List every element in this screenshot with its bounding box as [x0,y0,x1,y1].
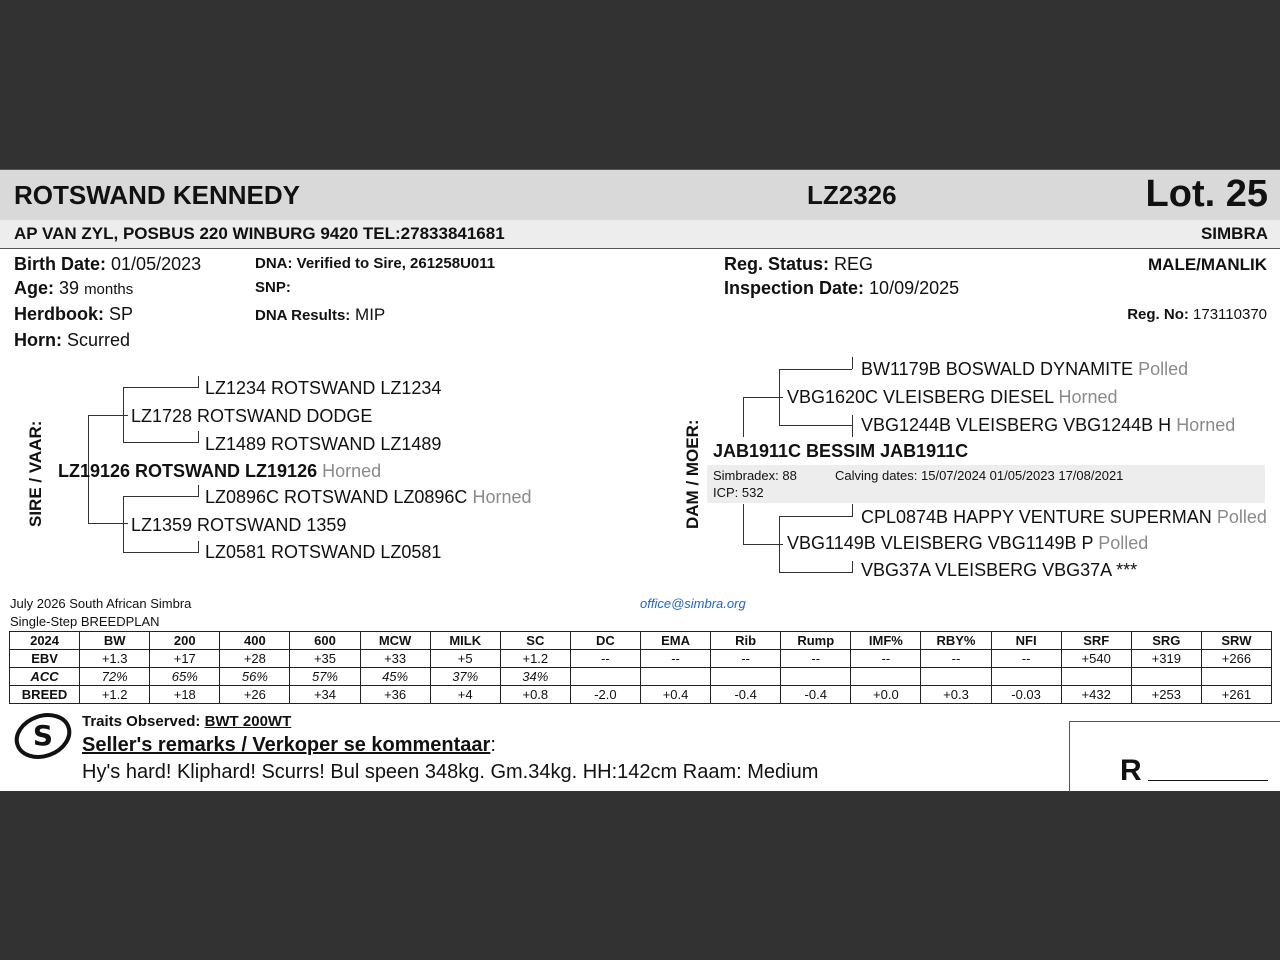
ebv-cell [1061,668,1131,686]
dam-sire-dam: VBG1244B VLEISBERG VBG1244B H Horned [861,415,1236,435]
ebv-cell: -- [991,650,1061,668]
signature-line[interactable] [1148,780,1268,781]
icp: ICP: 532 [713,485,764,500]
evaluation-method: Single-Step BREEDPLAN [10,614,160,629]
ebv-col-header: DC [570,632,640,650]
ebv-cell: +1.3 [80,650,150,668]
ebv-cell [1201,668,1271,686]
dam-side-label: DAM / MOER: [683,419,702,529]
ebv-cell: -- [570,650,640,668]
header-bar [0,169,1280,221]
ebv-col-header: SRW [1201,632,1271,650]
ebv-cell: -0.4 [711,686,781,704]
breed-name: SIMBRA [1200,224,1268,243]
ebv-cell: +4 [430,686,500,704]
animal-code: LZ2326 [807,180,897,210]
ebv-cell: -0.03 [991,686,1061,704]
ebv-cell: +266 [1201,650,1271,668]
sire-dam: LZ1359 ROTSWAND 1359 [131,515,347,535]
dam-stats-box [707,465,1265,503]
ebv-col-header: 2024 [10,632,80,650]
ebv-col-header: NFI [991,632,1061,650]
lot-number: Lot. 25 [1145,173,1268,215]
birth-date: Birth Date: 01/05/2023 [14,254,202,274]
ebv-col-header: SRG [1131,632,1201,650]
evaluation-title: July 2026 South African Simbra [10,596,192,611]
ebv-cell: -- [851,650,921,668]
ebv-cell: +0.0 [851,686,921,704]
ebv-cell: -- [921,650,991,668]
ebv-row [10,668,1272,686]
herdbook: Herdbook: SP [14,304,134,324]
ebv-cell: +253 [1131,686,1201,704]
ebv-col-header: 200 [150,632,220,650]
ebv-cell [991,668,1061,686]
inspection-date: Inspection Date: 10/09/2025 [724,278,960,298]
sire-sire-dam: LZ1489 ROTSWAND LZ1489 [205,434,442,454]
dam-sire-sire: BW1179B BOSWALD DYNAMITE Polled [861,359,1189,379]
ebv-cell [1131,668,1201,686]
ebv-cell [711,668,781,686]
simbra-logo-icon [12,710,74,762]
ebv-cell: +0.3 [921,686,991,704]
ebv-row [10,686,1272,704]
animal-name: ROTSWAND KENNEDY [14,180,301,210]
snp-label: SNP: [255,279,291,296]
ebv-cell: +18 [150,686,220,704]
ebv-cell: 45% [360,668,430,686]
reg-number: Reg. No: 173110370 [1127,306,1267,323]
ebv-col-header: RBY% [921,632,991,650]
owner-bar [0,220,1280,249]
dna-verification: DNA: Verified to Sire, 261258U011 [255,255,496,272]
calving-dates: Calving dates: 15/07/2024 01/05/2023 17/08/2021 [835,468,1124,483]
ebv-cell: 34% [500,668,570,686]
ebv-cell [851,668,921,686]
ebv-cell: +28 [220,650,290,668]
ebv-cell: -- [711,650,781,668]
ebv-col-header: EMA [640,632,710,650]
ebv-table [9,631,1272,704]
ebv-cell: +34 [290,686,360,704]
simbradex: Simbradex: 88 [713,468,797,483]
ebv-cell: +26 [220,686,290,704]
ebv-cell: 57% [290,668,360,686]
dam-dam-sire: CPL0874B HAPPY VENTURE SUPERMAN Polled [861,507,1267,527]
sire-dam-sire: LZ0896C ROTSWAND LZ0896C Horned [205,487,532,507]
ebv-cell [570,668,640,686]
dam-sire: VBG1620C VLEISBERG DIESEL Horned [787,387,1118,407]
ebv-header-row [10,632,1272,650]
ebv-cell: +5 [430,650,500,668]
ebv-cell: +319 [1131,650,1201,668]
reg-status: Reg. Status: REG [724,254,874,274]
sex: MALE/MANLIK [1148,255,1267,274]
dam-dam: VBG1149B VLEISBERG VBG1149B P Polled [787,533,1149,553]
sire-dam-dam: LZ0581 ROTSWAND LZ0581 [205,542,442,562]
ebv-cell: +540 [1061,650,1131,668]
ebv-col-header: BW [80,632,150,650]
ebv-cell: +36 [360,686,430,704]
ebv-row-header: ACC [10,668,80,686]
ebv-col-header: SC [500,632,570,650]
dam-dam-dam: VBG37A VLEISBERG VBG37A *** [861,560,1138,580]
ebv-col-header: 600 [290,632,360,650]
dna-results: DNA Results: MIP [255,305,386,324]
ebv-row [10,650,1272,668]
ebv-cell: +432 [1061,686,1131,704]
traits-observed: Traits Observed: BWT 200WT [82,713,292,730]
ebv-col-header: MILK [430,632,500,650]
sire-sire-sire: LZ1234 ROTSWAND LZ1234 [205,378,442,398]
age: Age: 39 months [14,278,134,298]
sire: LZ19126 ROTSWAND LZ19126 Horned [58,461,382,481]
ebv-cell: +261 [1201,686,1271,704]
ebv-cell: +35 [290,650,360,668]
ebv-col-header: SRF [1061,632,1131,650]
ebv-cell: 56% [220,668,290,686]
ebv-cell: +1.2 [500,650,570,668]
ebv-col-header: Rump [781,632,851,650]
ebv-cell: +17 [150,650,220,668]
ebv-cell: -- [781,650,851,668]
remarks-heading: Seller's remarks / Verkoper se kommentaar: [82,734,496,756]
ebv-col-header: IMF% [851,632,921,650]
ebv-cell: +0.8 [500,686,570,704]
ebv-cell [640,668,710,686]
ebv-cell: -- [640,650,710,668]
signature-prefix: R [1120,754,1142,787]
seller-remarks: Hy's hard! Kliphard! Scurrs! Bul speen 348kg. Gm.34kg. HH:142cm Raam: Medium [82,761,819,783]
ebv-col-header: Rib [711,632,781,650]
owner-address: AP VAN ZYL, POSBUS 220 WINBURG 9420 TEL:27833841681 [14,224,505,243]
ebv-row-header: EBV [10,650,80,668]
svg-text:S: S [32,719,54,752]
ebv-cell: 72% [80,668,150,686]
ebv-cell [921,668,991,686]
ebv-cell: +33 [360,650,430,668]
ebv-cell: +0.4 [640,686,710,704]
ebv-cell: -2.0 [570,686,640,704]
ebv-cell: -0.4 [781,686,851,704]
sire-side-label: SIRE / VAAR: [26,420,45,527]
signature-box [1069,721,1280,792]
sire-sire: LZ1728 ROTSWAND DODGE [131,406,373,426]
dam: JAB1911C BESSIM JAB1911C [713,441,969,461]
ebv-cell: 37% [430,668,500,686]
lot-card [0,169,1280,791]
ebv-col-header: 400 [220,632,290,650]
ebv-cell: 65% [150,668,220,686]
ebv-cell: +1.2 [80,686,150,704]
horn-status: Horn: Scurred [14,330,131,350]
ebv-col-header: MCW [360,632,430,650]
ebv-cell [781,668,851,686]
email-link[interactable]: office@simbra.org [640,596,746,611]
ebv-row-header: BREED [10,686,80,704]
